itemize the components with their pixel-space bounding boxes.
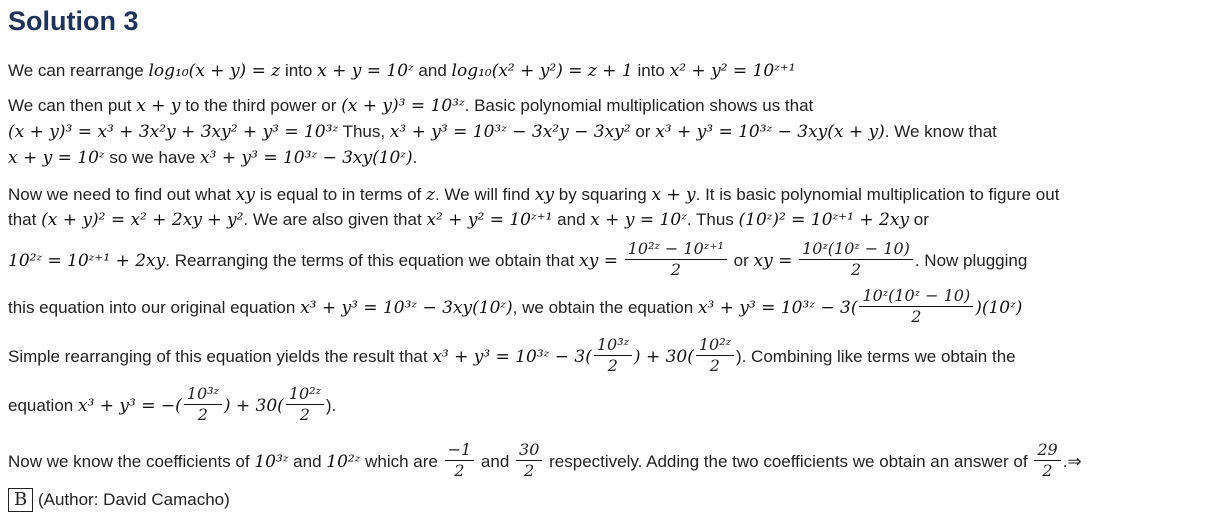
math: (x + y)² = x² + 2xy + y² [41,210,244,230]
math: x³ + y³ = 10³ᶻ − 3xy(10ᶻ) [300,298,513,318]
fraction-denominator: 2 [524,461,535,481]
fraction-numerator: 10ᶻ(10ᶻ − 10) [799,239,913,260]
text: this equation into our original equation [8,298,296,317]
fraction-denominator: 2 [197,405,208,425]
math: xy = [579,251,619,271]
math: log₁₀(x + y) = z [148,61,281,81]
fraction-numerator: 10³ᶻ [184,384,222,405]
text: into [637,61,665,80]
paragraph-2-line-1 [8,95,1209,117]
paragraph-2-line-3 [8,147,1209,169]
math: x + y = 10ᶻ [590,210,687,230]
paragraph-3-line-2 [8,209,1209,231]
fraction [184,384,222,425]
fraction [1034,440,1060,481]
fraction-denominator: 2 [670,260,681,280]
text: . Basic polynomial multiplication shows us that [464,96,814,115]
paragraph-4-line-1 [8,337,1209,378]
fraction-denominator: 2 [299,405,310,425]
fraction-numerator: 10³ᶻ [594,335,632,356]
answer-footer [8,488,1209,512]
fraction-denominator: 2 [911,307,922,327]
fraction-numerator: 10²ᶻ [696,335,734,356]
fraction-numerator: −1 [445,440,475,461]
text: Simple rearranging of this equation yields the result that [8,347,428,366]
fraction-numerator: 10²ᶻ − 10ᶻ⁺¹ [625,239,727,260]
text: by squaring [558,185,647,204]
fraction-numerator: 10²ᶻ [286,384,324,405]
fraction-denominator: 2 [709,356,720,376]
text: . We are also given that [243,210,422,229]
text: respectively. Adding the two coefficients we obtain an answer of [549,452,1028,471]
text: ). Combining like terms we obtain the [735,347,1016,366]
text: We can then put [8,96,132,115]
math: x³ + y³ = 10³ᶻ − 3x²y − 3xy² [389,122,631,142]
math: x + y = 10ᶻ [317,61,414,81]
text: We can rearrange [8,61,144,80]
fraction-denominator: 2 [1042,461,1053,481]
text: equation [8,396,74,415]
text: so we have [109,148,196,167]
paragraph-5 [8,441,1209,483]
paragraph-1 [8,60,1209,82]
math: x³ + y³ = 10³ᶻ − 3( [432,347,592,367]
solution-title: Solution 3 [8,6,139,36]
math: x + y [136,96,181,116]
fraction [625,239,727,280]
text: is equal to in terms of [259,185,422,204]
text: into [284,61,313,80]
text: .⇒ [1062,452,1082,471]
math: (x + y)³ = 10³ᶻ [341,96,465,116]
text: , we obtain the equation [512,298,694,317]
math: x³ + y³ = 10³ᶻ − 3( [697,298,858,318]
text: or [733,251,749,270]
fraction-denominator: 2 [607,356,618,376]
text: and [480,452,510,471]
fraction [594,335,632,376]
fraction [286,384,324,425]
math: xy [235,185,255,205]
text: . Rearranging the terms of this equation we obtain that [165,251,575,270]
paragraph-3-line-3 [8,241,1209,282]
text: Thus, [342,122,386,141]
text: . Thus [686,210,734,229]
text: to the third power or [185,96,337,115]
fraction-numerator: 10ᶻ(10ᶻ − 10) [859,286,973,307]
fraction [696,335,734,376]
math: log₁₀(x² + y²) = z + 1 [451,61,633,81]
fraction-numerator: 29 [1034,440,1060,461]
math: x + y = 10ᶻ [8,148,105,168]
text: ). [325,396,337,415]
answer-box: B [8,488,33,512]
fraction [799,239,913,280]
text: that [8,210,37,229]
paragraph-2-line-2 [8,121,1209,143]
fraction-numerator: 30 [516,440,542,461]
fraction [859,286,973,327]
paragraph-3-line-4 [8,288,1209,329]
math: 10²ᶻ = 10ᶻ⁺¹ + 2xy [8,251,166,271]
math: 10³ᶻ [254,452,289,472]
math: xy [534,185,555,205]
text: or [635,122,651,141]
math: x³ + y³ = −( [77,396,182,416]
text: and [557,210,586,229]
math: (10ᶻ)² = 10ᶻ⁺¹ + 2xy [738,210,910,230]
fraction [445,440,475,481]
paragraph-3-line-1 [8,184,1209,206]
text: Now we need to find out what [8,185,232,204]
fraction-denominator: 2 [454,461,465,481]
text: which are [365,452,438,471]
text: Now we know the coefficients of [8,452,250,471]
math: xy = [753,251,793,271]
text: . We will find [434,185,531,204]
math: x + y [651,185,696,205]
math: )(10ᶻ) [975,298,1023,318]
author-credit: (Author: David Camacho) [37,490,230,509]
math: x³ + y³ = 10³ᶻ − 3xy(10ᶻ) [200,148,413,168]
text: . [412,148,418,167]
math: z [426,185,435,205]
text: . It is basic polynomial multiplication to figure out [695,185,1060,204]
text: or [913,210,929,229]
text: . We know that [884,122,997,141]
text: and [293,452,322,471]
fraction [516,440,542,481]
fraction-denominator: 2 [850,260,862,280]
math: ) + 30( [633,347,694,367]
paragraph-4-line-2 [8,386,1209,427]
text: and [418,61,447,80]
math: x³ + y³ = 10³ᶻ − 3xy(x + y) [655,122,885,142]
math: x² + y² = 10ᶻ⁺¹ [669,61,796,81]
math: ) + 30( [223,396,284,416]
math: x² + y² = 10ᶻ⁺¹ [426,210,553,230]
text: . Now plugging [914,251,1028,270]
math: 10²ᶻ [326,452,361,472]
math: (x + y)³ = x³ + 3x²y + 3xy² + y³ = 10³ᶻ [8,122,339,142]
